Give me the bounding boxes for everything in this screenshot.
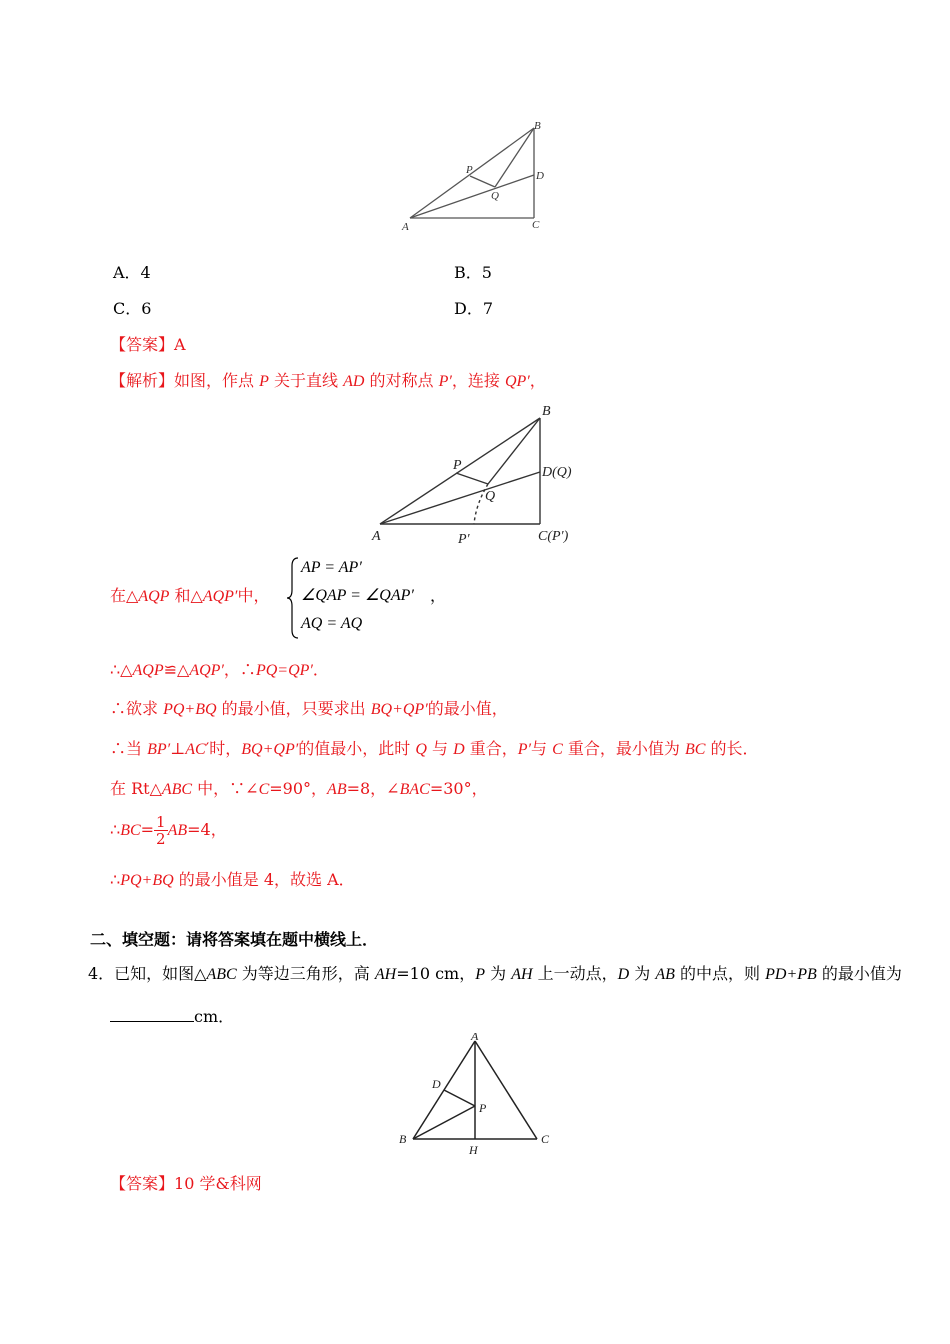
question-text: 的最小值为 xyxy=(816,964,902,983)
fig1-label-c: C xyxy=(532,219,540,231)
math-var: BC xyxy=(684,741,706,758)
math-var: AQP′ xyxy=(189,662,224,679)
fig2-label-q: Q xyxy=(485,489,496,504)
math-var: AC xyxy=(185,741,206,758)
answer-4 xyxy=(110,1174,262,1194)
math-var: AH xyxy=(374,966,397,983)
figure-1 xyxy=(398,120,550,235)
math-var: AB xyxy=(327,781,347,798)
fig1-label-b: B xyxy=(534,120,541,132)
math-var: P xyxy=(475,966,486,983)
fig3-label-b: B xyxy=(399,1132,407,1146)
figure-2 xyxy=(368,400,583,548)
analysis-text: 关于直线 xyxy=(268,371,344,390)
fig1-label-p: P xyxy=(466,164,473,176)
math-var: PQ+BQ xyxy=(120,872,174,889)
fig3-label-c: C xyxy=(541,1132,550,1146)
congruence-text: 在△ xyxy=(110,586,139,605)
step-text: 重合，最小值为 xyxy=(562,739,685,758)
math-var: ABC xyxy=(161,781,193,798)
option-c: C．6 xyxy=(113,299,152,318)
math-var: Q xyxy=(415,741,427,758)
math-var: AB xyxy=(167,822,188,839)
answer-value: 10 学&科网 xyxy=(174,1174,262,1193)
step-text: ∴ xyxy=(110,820,121,839)
fraction xyxy=(154,814,168,847)
math-var: BP′ xyxy=(147,741,171,758)
fig1-label-q: Q xyxy=(491,190,499,202)
step-text: ∴ xyxy=(110,870,121,889)
analysis-text: 如图，作点 xyxy=(174,371,260,390)
step-5-fraction xyxy=(110,812,227,849)
figure-3 xyxy=(395,1033,555,1158)
math-var: QP′ xyxy=(504,373,530,390)
step-4 xyxy=(110,779,488,800)
step-text: =90°， xyxy=(269,779,328,798)
math-var: BC xyxy=(120,822,141,839)
analysis-text: ， xyxy=(529,371,546,390)
option-d: D．7 xyxy=(454,299,494,318)
condition-line: AQ = AQ xyxy=(301,615,363,632)
step-1 xyxy=(110,660,329,681)
fig2-label-b: B xyxy=(542,404,551,419)
math-var: C xyxy=(552,741,563,758)
question-text: 为等边三角形，高 xyxy=(236,964,375,983)
math-var: ABC xyxy=(206,966,237,983)
analysis-text: 的对称点 xyxy=(364,371,439,390)
step-text: ． xyxy=(312,660,329,679)
math-var: AD xyxy=(343,373,365,390)
step-text: ′时， xyxy=(205,739,242,758)
analysis-intro xyxy=(110,371,546,392)
step-text: =30°， xyxy=(429,779,488,798)
question-text: 上一动点， xyxy=(532,964,618,983)
fig2-label-a: A xyxy=(372,529,381,544)
step-text: 的最小值， xyxy=(427,699,508,718)
step-text: =4， xyxy=(187,820,227,839)
math-var: D xyxy=(453,741,465,758)
math-var: BAC xyxy=(399,781,430,798)
math-var: PQ=QP′ xyxy=(255,662,313,679)
question-text: =10 cm， xyxy=(396,964,476,983)
step-text: ∴△ xyxy=(110,660,133,679)
math-var: PD+PB xyxy=(765,966,817,983)
math-var: BQ+QP′ xyxy=(241,741,299,758)
question-unit: cm． xyxy=(194,1007,235,1026)
question-4-line2 xyxy=(110,1005,234,1027)
fig3-label-h: H xyxy=(469,1143,478,1157)
math-var: P xyxy=(259,373,269,390)
fig2-label-c: C(P′) xyxy=(538,529,569,544)
math-var: AH xyxy=(511,966,533,983)
step-text: ∴欲求 xyxy=(110,699,164,718)
math-var: AQP xyxy=(132,662,164,679)
fig2-label-p-prime: P′ xyxy=(458,532,470,547)
answer-blank[interactable] xyxy=(110,1005,194,1022)
option-a: A．4 xyxy=(113,263,151,282)
fig2-label-p: P xyxy=(453,458,462,473)
step-text: 的长． xyxy=(705,739,759,758)
math-var: C xyxy=(258,781,270,798)
math-var: D xyxy=(617,966,630,983)
condition-line: ∠QAP = ∠QAP′ xyxy=(301,587,414,604)
step-text: 的值最小，此时 xyxy=(298,739,416,758)
condition-line: AP = AP′ xyxy=(301,559,362,576)
step-text: 与 xyxy=(426,739,454,758)
question-text: 为 xyxy=(629,964,656,983)
step-3 xyxy=(110,739,759,760)
answer-value: A xyxy=(174,335,186,354)
question-text: 为 xyxy=(485,964,512,983)
math-var: P′ xyxy=(438,373,452,390)
fig3-label-a: A xyxy=(471,1033,479,1043)
answer-tag: 【答案】 xyxy=(110,1174,175,1193)
fraction-numerator: 1 xyxy=(156,813,166,831)
step-text: =8，∠ xyxy=(346,779,400,798)
math-var: P′ xyxy=(517,741,532,758)
brace xyxy=(286,556,300,644)
answer-tag: 【答案】 xyxy=(110,335,175,354)
question-text: 的中点，则 xyxy=(674,964,766,983)
math-var: BQ+QP′ xyxy=(370,701,428,718)
math-var: PQ+BQ xyxy=(163,701,217,718)
fraction-denominator: 2 xyxy=(156,830,166,848)
step-text: ≌△ xyxy=(163,660,190,679)
congruence-suffix: ， xyxy=(430,586,447,605)
fig2-label-d: D(Q) xyxy=(542,465,572,480)
congruence-text: 和△ xyxy=(169,586,203,605)
congruence-prefix xyxy=(110,586,269,607)
fig3-label-p: P xyxy=(479,1101,487,1115)
step-text: 在 Rt△ xyxy=(110,779,162,798)
step-text: 的最小值是 4，故选 A． xyxy=(173,870,355,889)
math-var: AQP′ xyxy=(202,588,238,605)
analysis-text: ，连接 xyxy=(451,371,505,390)
math-var: AQP xyxy=(138,588,170,605)
step-6 xyxy=(110,870,355,891)
step-text: 重合， xyxy=(464,739,518,758)
step-text: 的最小值，只要求出 xyxy=(216,699,371,718)
analysis-tag: 【解析】 xyxy=(110,371,175,390)
answer-1 xyxy=(110,335,186,355)
congruence-conditions xyxy=(301,554,414,638)
step-text: = xyxy=(140,820,155,839)
fig3-label-d: D xyxy=(432,1077,441,1091)
congruence-text: 中， xyxy=(237,586,270,605)
step-text: ，∴ xyxy=(223,660,256,679)
question-text: 4．已知，如图△ xyxy=(88,964,207,983)
question-4-line1 xyxy=(88,964,902,985)
step-text: 与 xyxy=(531,739,553,758)
step-text: ⊥ xyxy=(170,739,186,758)
option-b: B．5 xyxy=(454,263,492,282)
fig1-label-a: A xyxy=(402,221,409,233)
step-2 xyxy=(110,699,508,720)
section-2-title: 二、填空题：请将答案填在题中横线上． xyxy=(90,930,379,949)
math-var: AB xyxy=(655,966,675,983)
fig1-label-d: D xyxy=(536,170,544,182)
step-text: ∴当 xyxy=(110,739,148,758)
step-text: 中，∵∠ xyxy=(192,779,259,798)
